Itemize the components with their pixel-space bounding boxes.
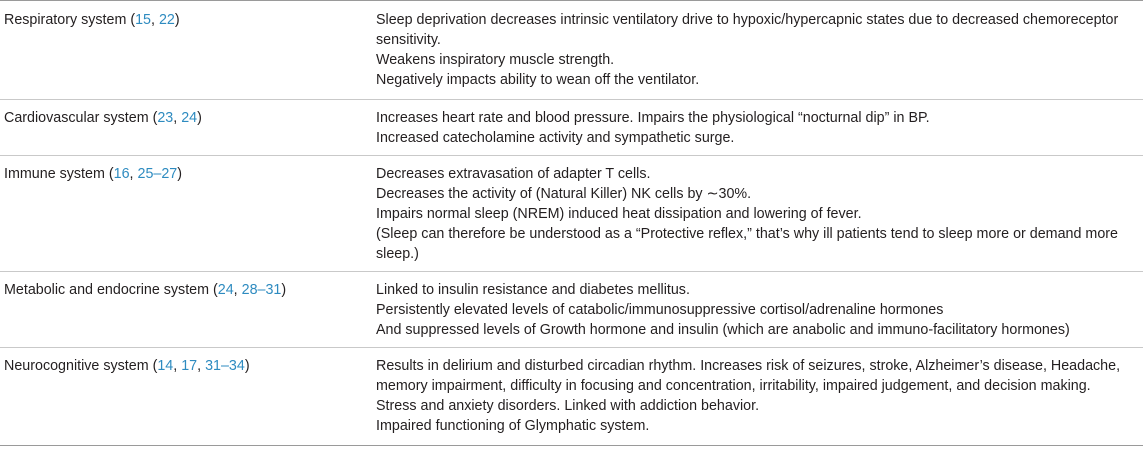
reference-link[interactable]: 31–34 — [205, 358, 245, 374]
reference-link[interactable]: 24 — [217, 282, 234, 298]
reference-link[interactable]: 15 — [135, 12, 151, 28]
table-row — [0, 272, 1143, 348]
system-name: Respiratory system — [4, 12, 127, 28]
effect-line: Sleep deprivation decreases intrinsic ventilatory drive to hypoxic/hypercapnic states due to decreased chemoreceptor sensitivity. — [376, 12, 1119, 48]
table-row — [0, 100, 1143, 156]
effects-cell — [376, 348, 1143, 446]
reference-link[interactable]: 25–27 — [137, 166, 178, 182]
system-cell: Cardiovascular system (23, 24) — [0, 100, 376, 156]
effect-line: Stress and anxiety disorders. Linked with addiction behavior. — [376, 398, 760, 414]
reference-link[interactable]: 23 — [157, 110, 174, 126]
table-row — [0, 156, 1143, 272]
reference-link[interactable]: 22 — [158, 12, 175, 28]
reference-link[interactable]: 16 — [113, 166, 130, 182]
effect-line: Persistently elevated levels of catabolic/immunosuppressive cortisol/adrenaline hormones — [376, 302, 944, 318]
effects-cell — [376, 156, 1143, 272]
effect-line: Weakens inspiratory muscle strength. — [376, 52, 615, 68]
system-cell: Metabolic and endocrine system (24, 28–31) — [0, 272, 376, 348]
system-name: Immune system — [4, 166, 105, 182]
system-cell: Respiratory system (15, 22) — [0, 1, 376, 100]
system-cell: Immune system (16, 25–27) — [0, 156, 376, 272]
system-name: Metabolic and endocrine system — [4, 282, 210, 298]
system-cell: Neurocognitive system (14, 17, 31–34) — [0, 348, 376, 446]
effect-line: Results in delirium and disturbed circadian rhythm. Increases risk of seizures, stroke, Alzheimer’s disease, Headache, memory impairment, difficulty in focusing and concentration, irritability, impaired judgement, and decision making. — [376, 358, 1121, 394]
effect-line: Decreases the activity of (Natural Killer) NK cells by ∼30%. — [376, 186, 752, 202]
reference-link[interactable]: 24 — [181, 110, 198, 126]
system-name: Neurocognitive system — [4, 358, 149, 374]
reference-link[interactable]: 14 — [157, 358, 174, 374]
effects-cell — [376, 1, 1143, 100]
effect-line: Increased catecholamine activity and sympathetic surge. — [376, 130, 735, 146]
effect-line: And suppressed levels of Growth hormone and insulin (which are anabolic and immuno-facilitatory hormones) — [376, 322, 1070, 338]
effect-line: Increases heart rate and blood pressure. Impairs the physiological “nocturnal dip” in BP. — [376, 110, 930, 126]
effect-line: Linked to insulin resistance and diabetes mellitus. — [376, 282, 690, 298]
effect-line: Impaired functioning of Glymphatic system. — [376, 418, 650, 434]
table-row — [0, 1, 1143, 100]
effect-line: Impairs normal sleep (NREM) induced heat dissipation and lowering of fever. — [376, 206, 862, 222]
system-name: Cardiovascular system — [4, 110, 149, 126]
effects-cell — [376, 100, 1143, 156]
reference-link[interactable]: 17 — [181, 358, 198, 374]
reference-link[interactable]: 28–31 — [241, 282, 282, 298]
effect-line: Decreases extravasation of adapter T cells. — [376, 166, 651, 182]
effects-cell — [376, 272, 1143, 348]
effect-line: (Sleep can therefore be understood as a “Protective reflex,” that’s why ill patients tend to sleep more or demand more sleep.) — [376, 226, 1118, 262]
table-row — [0, 348, 1143, 446]
effect-line: Negatively impacts ability to wean off the ventilator. — [376, 72, 700, 88]
